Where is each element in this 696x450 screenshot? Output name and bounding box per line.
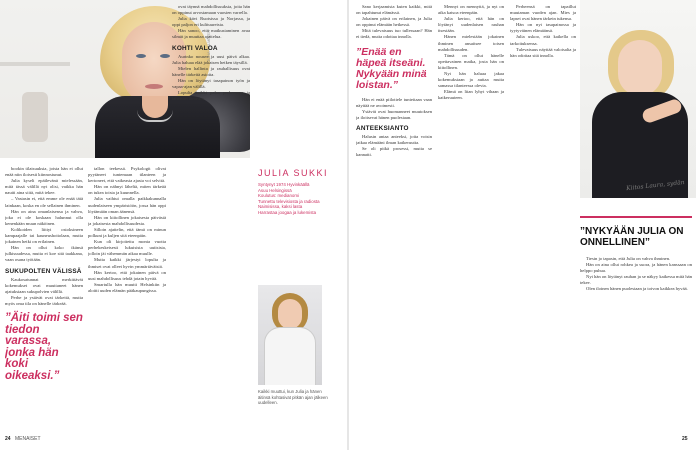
subhead-anteeksianto: ANTEEKSIANTO [356,124,409,132]
sidebar-item: Harrastaa joogaa ja lukemista [258,209,317,215]
paragraph: Lopulta kaikki palaa perheeseen ja läheisiin ihmisiin. [172,90,250,102]
paragraph: Ystävät ovat huomanneet muutoksen ja iloitsevat hänen puolestaan. [356,108,432,120]
left-col-2 [88,166,166,432]
quote-box [580,216,692,416]
sidebar-item: Tunnettu televisiosta ja radiosta [258,198,320,204]
paragraph: Tiesin jo tapasin, että Julia on vahva ihminen. [586,256,671,261]
paragraph: Elämä on liian lyhyt vihaan ja katkeruuteen. [438,89,504,101]
paragraph: Hän on aina omanlaisensa ja vahva, joka ei ole koskaan halunnut olla kenenkään muun näköinen. [5,208,83,226]
paragraph: Julia kyseli epäilevänä mielessään, mitä tässä välillä nyt olisi, vaikka hän nautti aina siitä, mitä tekee. [5,178,83,196]
lips-shape [145,84,163,89]
paragraph: Mitä tulevaisuus tuo tullessaan? Hän ei tiedä, mutta odottaa innolla. [356,28,432,40]
paragraph: Hän on löytänyt tasapainon työn ja vapaa-ajan välillä. [172,78,250,90]
quote-box-body [580,256,692,406]
right-col-3 [510,4,576,432]
pullquote-loistan: ”Enää en häpeä itseäni. Nykyään minä loistan.” [356,45,427,91]
paragraph: Tämä on ollut hänelle opettavainen matka, josta hän on kiitollinen. [438,52,504,70]
paragraph: ovat täynnä mahdollisuuksia, joita hän on oppinut arvostamaan vuosien varrella. [172,4,250,16]
face-shape [618,40,662,96]
paragraph: Kaukosatunnat merkittävät kokemukset ovat muuttaneet hänen ajatuksiaan sukupolvien välillä. [5,276,83,294]
paragraph: Mutta kaikki järjestyi lopulta ja ihmiset ovat olleet hyvin ymmärtäväisiä. [88,257,166,269]
sidebar-item: Koulutus: medianomi [258,193,300,199]
left-eye [136,54,146,58]
signature: Kiitos Laura, sydän [625,178,685,193]
paragraph: Jokainen päivä on erilainen, ja Julia on oppinut elämään hetkessä. [356,16,432,28]
paragraph: Nyt hän haluaa jakaa kokemuksiaan ja auttaa muita samassa tilanteessa olevia. [438,71,504,89]
paragraph: Hänen mielestään jokainen ihminen ansaitsee toisen mahdollisuuden. [438,34,504,52]
right-folio [682,436,691,442]
paragraph: Aurinko nousee ja uusi päivä alkaa. Julia haluaa elää jokaisen hetken täysillä. [172,53,250,65]
paragraph: Julia kertoo, että hän on löytänyt uudenlaisen rauhan itsestään. [438,16,504,34]
shelf-shape [0,62,70,66]
right-col-2 [438,4,504,432]
portrait-photo [580,0,696,198]
photo-credit: JUHA SALMINEN [206,30,211,62]
paragraph: Sano kerjaamista kuten kaikki, mitä on tapahtunut elämässä. [356,4,432,16]
paragraph: Hän on nähnyt läheltä, miten tärkeää on tukea toista ja kuunnella. [88,184,166,196]
paragraph: Silloin ajattelin, että tämä on minun polkuni ja kuljen sitä eteenpäin. [88,226,166,239]
sidebar-list [258,182,330,216]
paragraph: Se oli pitkä prosessi, mutta se kannatti. [356,146,432,158]
paragraph: Julia kävi Ruotsissa ja Norjassa, ja oppi paljon eri kulttuureista. [172,16,250,28]
magazine-name: MENAISET [14,436,41,442]
paragraph: Hän ei enää piilottele tunteitaan vaan näyttää ne avoimesti. [356,96,432,108]
sidebar-title: JULIA SUKKI [258,168,329,178]
pullquote-aiti: ”Äiti toimi sen tiedon varassa, jonka hän koki oikeaksi.” [5,312,83,382]
left-page-number: 24 [5,436,11,442]
paragraph: Mennyt on mennyttä, ja nyt on aika katsoa eteenpäin. [438,4,504,16]
left-col-3 [172,4,250,432]
paragraph: Julia vaihtui omalla paikkakunnalla uudenlaiseen ympäristöön, jossa hän oppi löytämään oman äänensä. [88,196,166,214]
paragraph: Hän sanoo, että matkustaminen avaa silmät ja muuttaa ajattelua. [172,28,250,40]
right-col-1 [356,4,432,432]
thumbnail-photo [258,285,322,385]
paragraph: Perheensä on tapaillut muutaman vuoden ajan. Mies ja lapset ovat hänen tärkein tukensa. [510,4,576,22]
sidebar-item: Naimisissa, kaksi lasta [258,204,303,210]
subhead-kohti-valoa: KOHTI VALOA [172,44,218,52]
subhead-sukupolten: SUKUPOLTEN VÄLISSÄ [5,267,82,275]
paragraph: tallon teekessä. Psykologit olivat pyytäneet tuntemaan tilanteen ja kertoneet, että vaikeasta ajasta voi selvitä. [88,166,166,184]
paragraph: Tulevaisuus näyttää valoisalta ja hän odottaa sitä innolla. [510,46,576,58]
paragraph: Hän on kiitollinen jokaisesta päivästä ja jokaisesta mahdollisuudesta. [88,214,166,226]
paragraph: Hän on ollut koko ikänsä julkisuudessa, mutta ei koe sitä taakkana, vaan osana työtään. [5,245,83,263]
face-shape [278,299,302,329]
paragraph: Kun oli kirjoitettu monta vuotta perhekeskeisesti lukuisista uutisista, jolloin jäi vähemmän aikaa muulle. [88,239,166,257]
right-page-number: 25 [682,436,688,442]
left-col-1 [5,166,83,432]
sidebar-item: Asuu Helsingissä [258,187,292,193]
paragraph: Hän on nyt tasapainossa ja tyytyväinen elämäänsä. [510,22,576,34]
paragraph: Kolikoiden liittyi ostoksineen kampaajalle tai kauneushoitolaan, mutta jokainen hetki on erilainen. [5,226,83,245]
photo-caption: Kaikki muuttui, kun Julia ja hänen äitinsä kohtasivat pitkän ajan jälkeen uudelleen. [258,389,328,405]
body-shape [264,327,316,385]
vase-shape [22,92,48,142]
fact-sidebar [258,168,330,216]
paragraph: Nyt hän on löytänyt rauhan ja se näkyy kaikessa mitä hän tekee. [580,274,692,286]
paragraph: Halusin antaa anteeksi, jotta voisin jatkaa elämääni ilman katkeruutta. [356,134,432,146]
quote-box-title: ”NYKYÄÄN JULIA ON ONNELLINEN” [580,226,684,248]
paragraph: Julia uskoo, että kaikella on tarkoituksensa. [510,34,576,46]
paragraph: Perhe ja ystävät ovat tärkeitä, mutta myös oma tila on hänelle tärkeää. [5,294,83,306]
paragraph: bookin tilaisuuksia, joista hän ei ollut enää niin iloisesti kiinnostunut. [5,166,83,178]
sidebar-item: Syntynyt 1974 Hyvinkäällä [258,182,310,187]
left-folio [5,436,41,442]
paragraph: Olen iloinen hänen puolestaan ja toivon kaikkea hyvää. [586,286,688,292]
paragraph: Smartulla hän muutti Helsinkiin ja aloitti uuden elämän pääkaupungissa. [88,281,166,293]
paragraph: Mielen hallinta ja rauhallisuus ovat hänelle tärkeitä asioita. [172,65,250,77]
paragraph: Hän kertoo, että jokainen päivä on uusi mahdollisuus tehdä jotain hyvää. [88,269,166,281]
paragraph: – Vastasin ei, että emme ole enää tätä lainkaan, koska en ole sellainen ihminen. [5,196,83,208]
paragraph: Hän on aina ollut rohkea ja suora, ja hänen kanssaan on helppo puhua. [580,262,692,274]
right-eye [160,54,170,58]
page-gutter [347,0,349,450]
